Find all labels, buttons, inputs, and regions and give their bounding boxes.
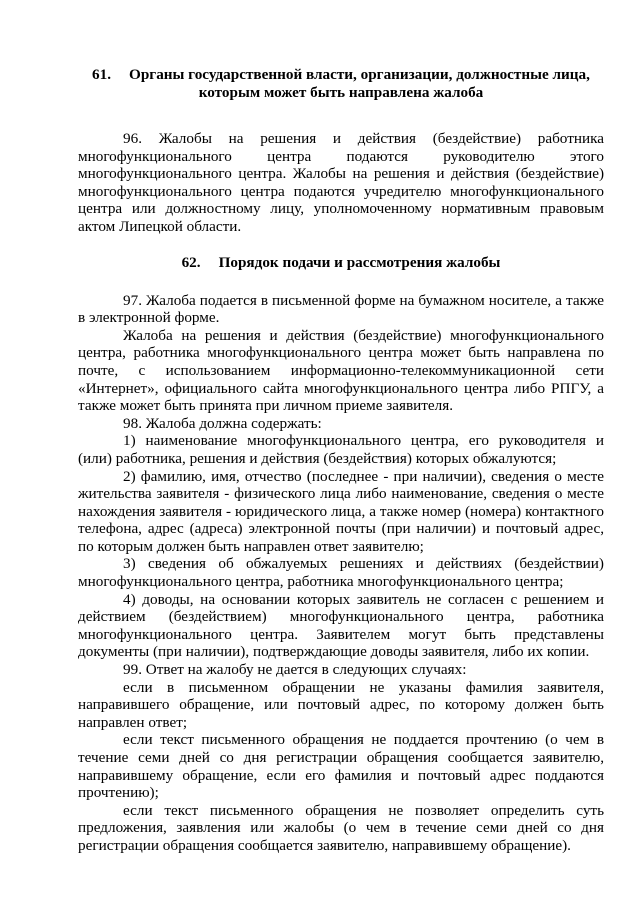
- paragraph-98: 98. Жалоба должна содержать:: [123, 414, 322, 432]
- section-61-title-line2: которым может быть направлена жалоба: [198, 84, 484, 101]
- paragraph-99-case-a: если в письменном обращении не указаны фамилия заявителя, направившего обращение, или почтовый адрес, по которому должен быть направлен ответ;: [78, 678, 604, 731]
- paragraph-98-item-3: 3) сведения об обжалуемых решениях и действиях (бездействии) многофункционального центра, работника многофункционального центра;: [78, 555, 604, 591]
- paragraph-96: 96. Жалобы на решения и действия (бездействие) работника многофункционального центра подаются руководителю этого многофункционального центра. Жалобы на решения и действия (бездействие) многофункционального центра подаются учредителю многофункционального центра или должностному лицу, уполномоченному нормативным правовым актом Липецкой области.: [78, 130, 604, 235]
- paragraph-99-case-b: если текст письменного обращения не поддается прочтению (о чем в течение семи дней со дня регистрации обращения сообщается заявителю, направившему обращение, если его фамилия и почтовый адрес поддаются прочтению);: [78, 731, 604, 802]
- section-61-title-text: Органы государственной власти, организации, должностные лица,: [129, 66, 590, 83]
- section-61-heading: [78, 66, 604, 102]
- paragraph-98-item-4: 4) доводы, на основании которых заявитель не согласен с решением и действием (бездействием) многофункционального центра, работника многофункционального центра. Заявителем могут быть представлены документы (при наличии), подтверждающие доводы заявителя, либо их копии.: [78, 590, 604, 661]
- section-62-title: Порядок подачи и рассмотрения жалобы: [218, 253, 501, 271]
- paragraph-98-item-2: 2) фамилию, имя, отчество (последнее - при наличии), сведения о месте жительства заявителя - физического лица либо наименование, сведения о месте нахождения заявителя - юридического лица, а также номер (номера) контактного телефона, адрес (адреса) электронной почты (при наличии) и почтовый адрес, по которым должен быть направлен ответ заявителю;: [78, 467, 604, 555]
- paragraph-99-case-c: если текст письменного обращения не позволяет определить суть предложения, заявления или жалобы (о чем в течение семи дней со дня регистрации обращения сообщается заявителю, направившему обращение).: [78, 801, 604, 854]
- paragraph-99: 99. Ответ на жалобу не дается в следующих случаях:: [123, 661, 467, 679]
- paragraph-97b: Жалоба на решения и действия (бездействие) многофункционального центра, работника многофункционального центра может быть направлена по почте, с использованием информационно-телекоммуникационной сети «Интернет», официального сайта многофункционального центра либо РПГУ, а также может быть принята при личном приеме заявителя.: [78, 326, 604, 415]
- spacer: [78, 102, 604, 130]
- section-62-number: 62.: [181, 253, 201, 271]
- section-61-title-line1: [78, 66, 604, 84]
- paragraph-98-item-1: 1) наименование многофункционального центра, его руководителя и (или) работника, решения и действия (бездействия) которых обжалуются;: [78, 432, 604, 467]
- document-page: [78, 56, 604, 855]
- section-61-number: 61.: [92, 66, 112, 83]
- paragraph-97: 97. Жалоба подается в письменной форме на бумажном носителе, а также в электронной форме.: [78, 291, 604, 327]
- section-62-heading: [78, 254, 604, 272]
